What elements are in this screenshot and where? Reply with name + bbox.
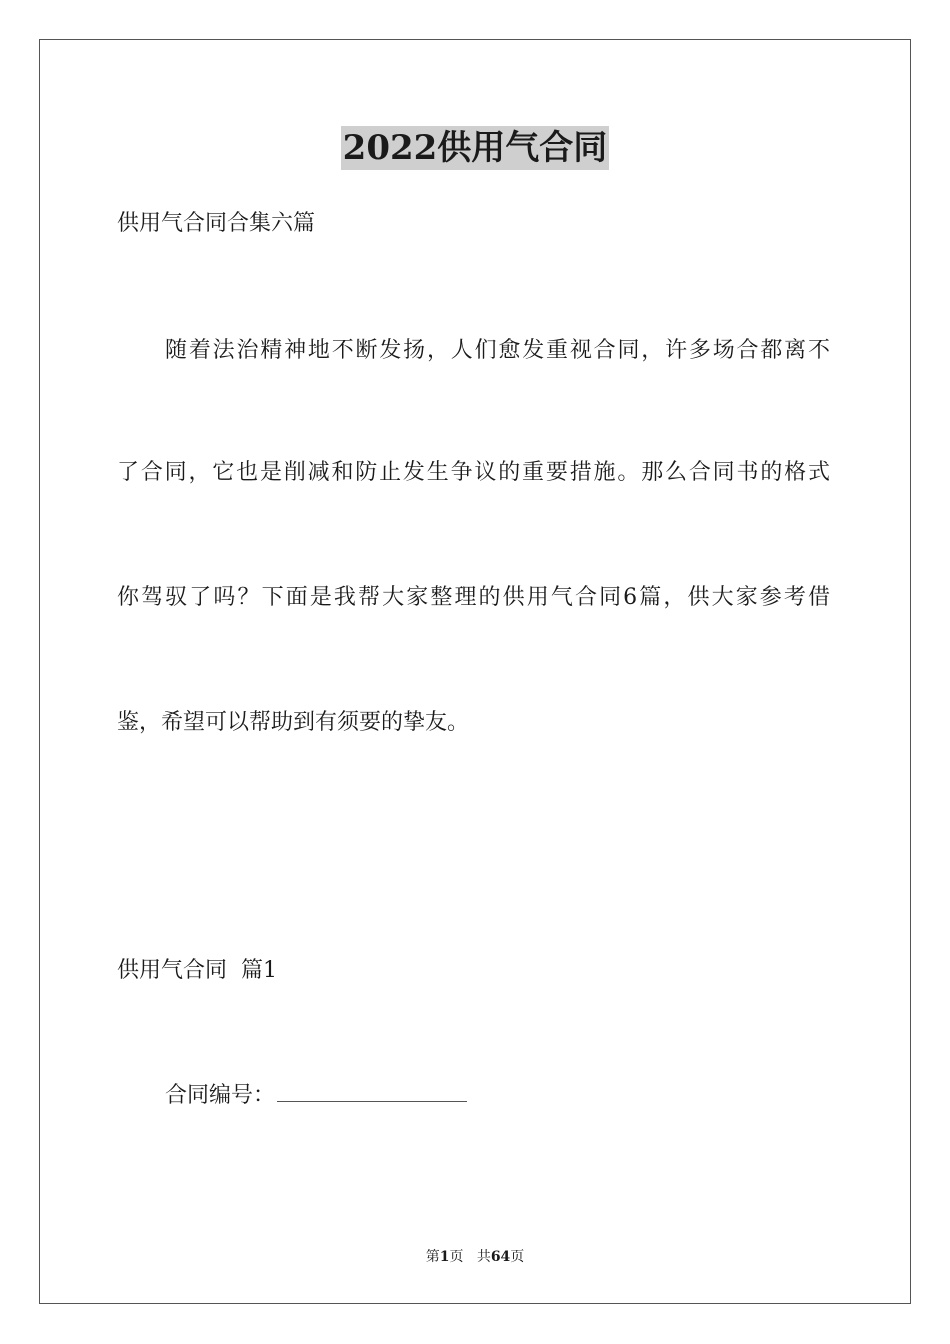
footer-page-suffix: 页 <box>449 1249 464 1265</box>
contract-number-blank <box>277 1083 467 1102</box>
intro-line-1: 随着法治精神地不断发扬，人们愈发重视合同，许多场合都离不 <box>165 338 830 363</box>
document-title: 2022供用气合同 <box>342 128 608 168</box>
footer-page-number: 1 <box>439 1249 450 1265</box>
footer-page-prefix: 第 <box>425 1249 440 1265</box>
contract-number-label: 合同编号： <box>165 1083 276 1108</box>
title-container <box>0 126 950 170</box>
section-heading: 供用气合同 篇1 <box>117 958 277 983</box>
intro-line-4: 鉴，希望可以帮助到有须要的挚友。 <box>117 710 470 735</box>
footer-total-suffix: 页 <box>510 1249 525 1265</box>
contract-number-row <box>165 1081 467 1111</box>
intro-line-2: 了合同，它也是削减和防止发生争议的重要措施。那么合同书的格式 <box>117 460 830 485</box>
footer-total-pages: 64 <box>490 1249 511 1265</box>
footer-total-prefix: 共 <box>476 1249 491 1265</box>
intro-line-3: 你驾驭了吗？下面是我帮大家整理的供用气合同6篇，供大家参考借 <box>117 585 830 610</box>
document-subtitle: 供用气合同合集六篇 <box>117 211 316 236</box>
page-footer <box>0 1247 950 1267</box>
